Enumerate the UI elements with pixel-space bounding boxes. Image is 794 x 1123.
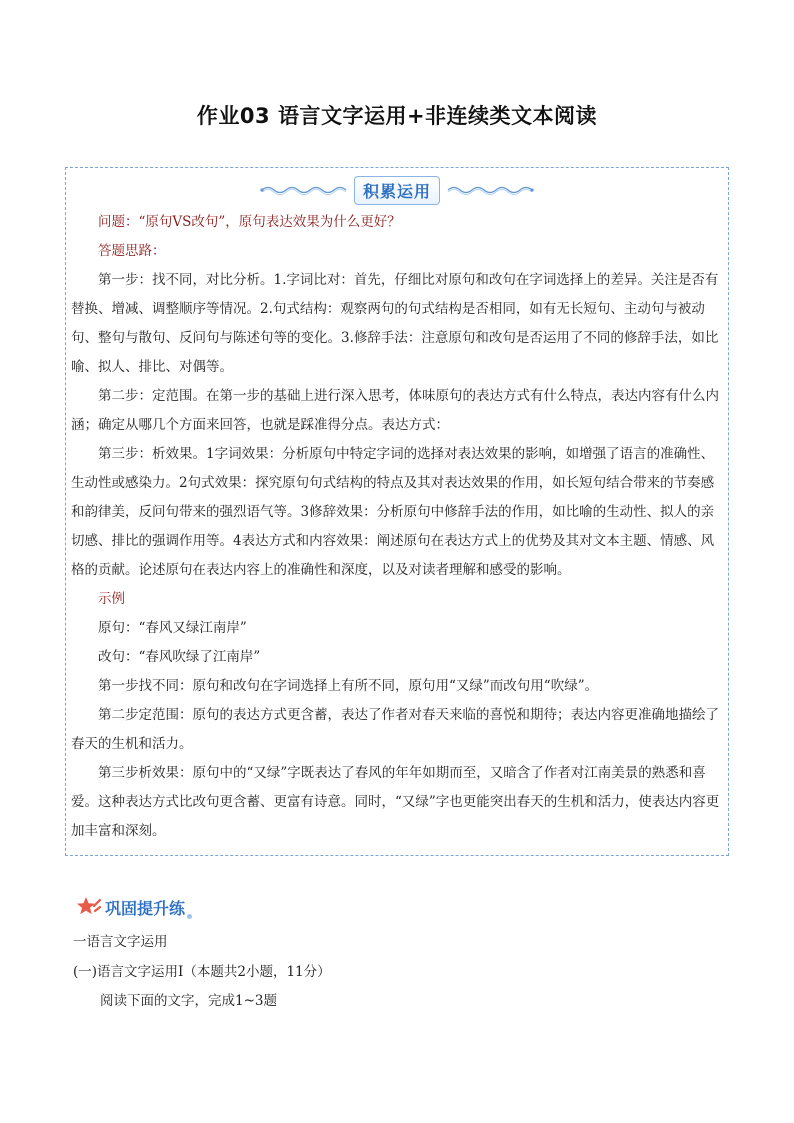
revised-sentence: 改句：“春风吹绿了江南岸” [98, 649, 261, 665]
subsection-heading: (一)语言文字运用Ⅰ（本题共2小题，11分） [73, 964, 331, 980]
section-header [77, 893, 192, 921]
wave-decoration-right-icon [444, 183, 534, 197]
wave-decoration-left-icon [260, 183, 350, 197]
step2-paragraph: 第二步：定范围。在第一步的基础上进行深入思考，体味原句的表达方式有什么特点，表达内容有什么内涵；确定从哪几个方面来回答，也就是踩准得分点。表达方式： [71, 388, 719, 433]
section-title: 巩固提升练 [105, 896, 192, 919]
part-heading: 一语言文字运用 [73, 934, 168, 950]
example-step1: 第一步找不同：原句和改句在字词选择上有所不同，原句用“又绿”而改句用“吹绿”。 [98, 678, 599, 694]
example-label: 示例 [98, 591, 125, 607]
box-body [71, 208, 723, 846]
instruction-text: 阅读下面的文字，完成1~3题 [100, 993, 277, 1009]
page-title: 作业03 语言文字运用+非连续类文本阅读 [196, 104, 598, 128]
step1-paragraph: 第一步：找不同，对比分析。1.字词比对：首先，仔细比对原句和改句在字词选择上的差异。关注是否有替换、增减、调整顺序等情况。2.句式结构：观察两句的句式结构是否相同，如有无长短句、主动句与被动句、整句与散句、反问句与陈述句等的变化。3.修辞手法：注意原句和改句是否运用了不同的修辞手法，如比喻、拟人、排比、对偶等。 [71, 272, 719, 375]
question-text: 问题：“原句VS改句”，原句表达效果为什么更好？ [98, 214, 401, 230]
example-step2: 第二步定范围：原句的表达方式更含蓄，表达了作者对春天来临的喜悦和期待；表达内容更准确地描绘了春天的生机和活力。 [71, 707, 719, 752]
accumulation-box [65, 167, 729, 856]
example-step3: 第三步析效果：原句中的“又绿”字既表达了春风的年年如期而至，又暗含了作者对江南美景的熟悉和喜爱。这种表达方式比改句更含蓄、更富有诗意。同时，“又绿”字也更能突出春天的生机和活力，使表达内容更加丰富和深刻。 [71, 765, 720, 839]
star-icon [77, 896, 101, 918]
box-label: 积累运用 [354, 176, 440, 205]
approach-label: 答题思路： [98, 243, 166, 259]
step3-paragraph: 第三步：析效果。1字词效果：分析原句中特定字词的选择对表达效果的影响，如增强了语言的准确性、生动性或感染力。2句式效果：探究原句句式结构的特点及其对表达效果的作用，如长短句结合带来的节奏感和韵律美，反问句带来的强烈语气等。3修辞效果：分析原句中修辞手法的作用，如比喻的生动性、拟人的亲切感、排比的强调作用等。4表达方式和内容效果：阐述原句在表达方式上的优势及其对文本主题、情感、风格的贡献。论述原句在表达内容上的准确性和深度，以及对读者理解和感受的影响。 [71, 446, 715, 578]
original-sentence: 原句：“春风又绿江南岸” [98, 620, 247, 636]
box-header [66, 175, 728, 205]
